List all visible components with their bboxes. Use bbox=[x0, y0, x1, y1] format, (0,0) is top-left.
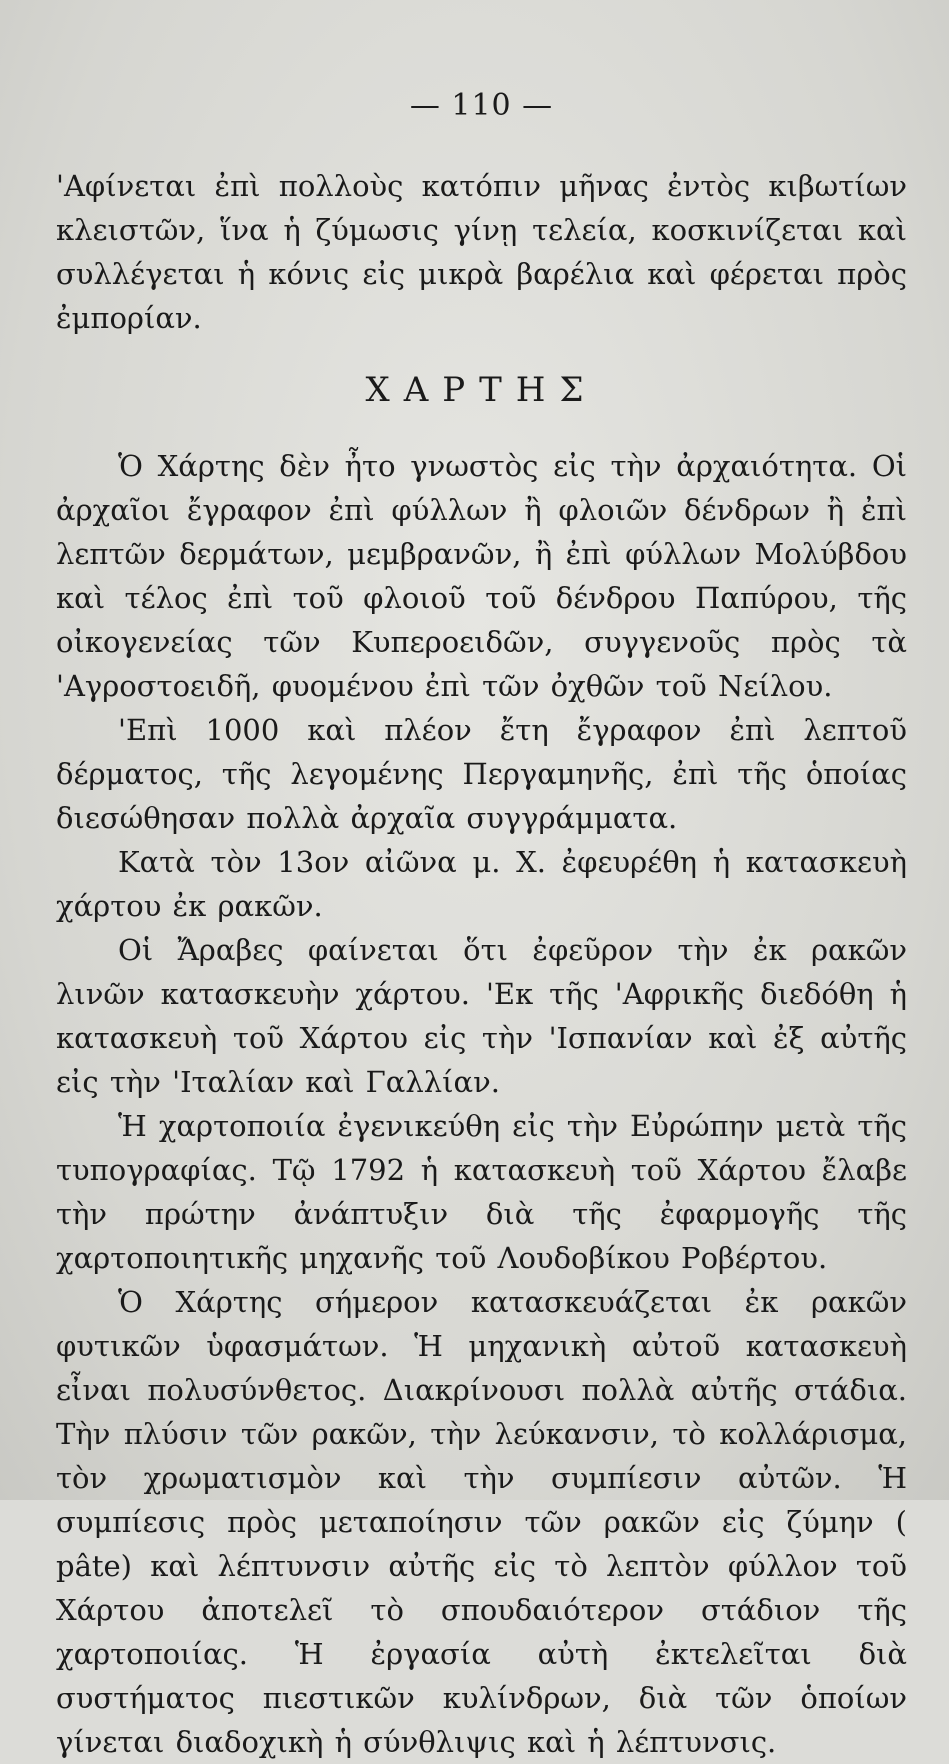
paragraph-modern-process: Ὁ Χάρτης σήμερον κατασκευάζεται ἐκ ρακῶν φυτικῶν ὑφασμάτων. Ἡ μηχανικὴ αὐτοῦ κατασκευὴ εἶναι πολυσύνθετος. Διακρίνουσι πολλὰ αὐτῆς στάδια. Τὴν πλύσιν τῶν ρακῶν, τὴν λεύκανσιν, τὸ κολλάρισμα, τὸν χρωματισμὸν καὶ τὴν συμπίεσιν αὐτῶν. Ἡ συμπίεσις πρὸς μεταποίησιν τῶν ρακῶν εἰς ζύμην ( pâte) καὶ λέπτυνσιν αὐτῆς εἰς τὸ λεπτὸν φύλλον τοῦ Χάρτου ἀποτελεῖ τὸ σπουδαιότερον στάδιον τῆς χαρτοποιίας. Ἡ ἐργασία αὐτὴ ἐκτελεῖται διὰ συστήματος πιεστικῶν κυλίνδρων, διὰ τῶν ὁποίων γίνεται διαδοχικὴ ἡ σύνθλιψις καὶ ἡ λέπτυνσις. bbox=[56, 1285, 907, 1759]
paragraph-arabs: Οἱ Ἄραβες φαίνεται ὅτι ἐφεῦρον τὴν ἐκ ρακῶν λινῶν κατασκευὴν χάρτου. 'Εκ τῆς 'Αφρικῆς διεδόθη ἡ κατασκευὴ τοῦ Χάρτου εἰς τὴν 'Ισπανίαν καὶ ἐξ αὐτῆς εἰς τὴν 'Ιταλίαν καὶ Γαλλίαν. bbox=[56, 933, 907, 1099]
page-number: — 110 — bbox=[409, 88, 554, 123]
section-title: ΧΑΡΤΗΣ bbox=[365, 370, 598, 410]
intro-paragraph: 'Αφίνεται ἐπὶ πολλοὺς κατόπιν μῆνας ἐντὸς κιβωτίων κλειστῶν, ἵνα ἡ ζύμωσις γίνῃ τελεία, κοσκινίζεται καὶ συλλέγεται ἡ κόνις εἰς μικρὰ βαρέλια καὶ φέρεται πρὸς ἐμπορίαν. bbox=[56, 169, 907, 335]
paragraph-europe: Ἡ χαρτοποιία ἐγενικεύθη εἰς τὴν Εὐρώπην μετὰ τῆς τυπογραφίας. Τῷ 1792 ἡ κατασκευὴ τοῦ Χάρτου ἔλαβε τὴν πρώτην ἀνάπτυξιν διὰ τῆς ἐφαρμογῆς τῆς χαρτοποιητικῆς μηχανῆς τοῦ Λουδοβίκου Ροβέρτου. bbox=[56, 1109, 907, 1275]
paragraph-history: Ὁ Χάρτης δὲν ἦτο γνωστὸς εἰς τὴν ἀρχαιότητα. Οἱ ἀρχαῖοι ἔγραφον ἐπὶ φύλλων ἢ φλοιῶν δένδρων ἢ ἐπὶ λεπτῶν δερμάτων, μεμβρανῶν, ἢ ἐπὶ φύλλων Μολύβδου καὶ τέλος ἐπὶ τοῦ φλοιοῦ τοῦ δένδρου Παπύρου, τῆς οἰκογενείας τῶν Κυπεροειδῶν, συγγενοῦς πρὸς τὰ 'Αγροστοειδῆ, φυομένου ἐπὶ τῶν ὀχθῶν τοῦ Νείλου. bbox=[56, 449, 907, 703]
paragraph-13th-century: Κατὰ τὸν 13ον αἰῶνα μ. Χ. ἐφευρέθη ἡ κατασκευὴ χάρτου ἐκ ρακῶν. bbox=[56, 845, 907, 923]
paragraph-pergamene: 'Επὶ 1000 καὶ πλέον ἔτη ἔγραφον ἐπὶ λεπτοῦ δέρματος, τῆς λεγομένης Περγαμηνῆς, ἐπὶ τῆς ὁποίας διεσώθησαν πολλὰ ἀρχαῖα συγγράμματα. bbox=[56, 713, 907, 835]
